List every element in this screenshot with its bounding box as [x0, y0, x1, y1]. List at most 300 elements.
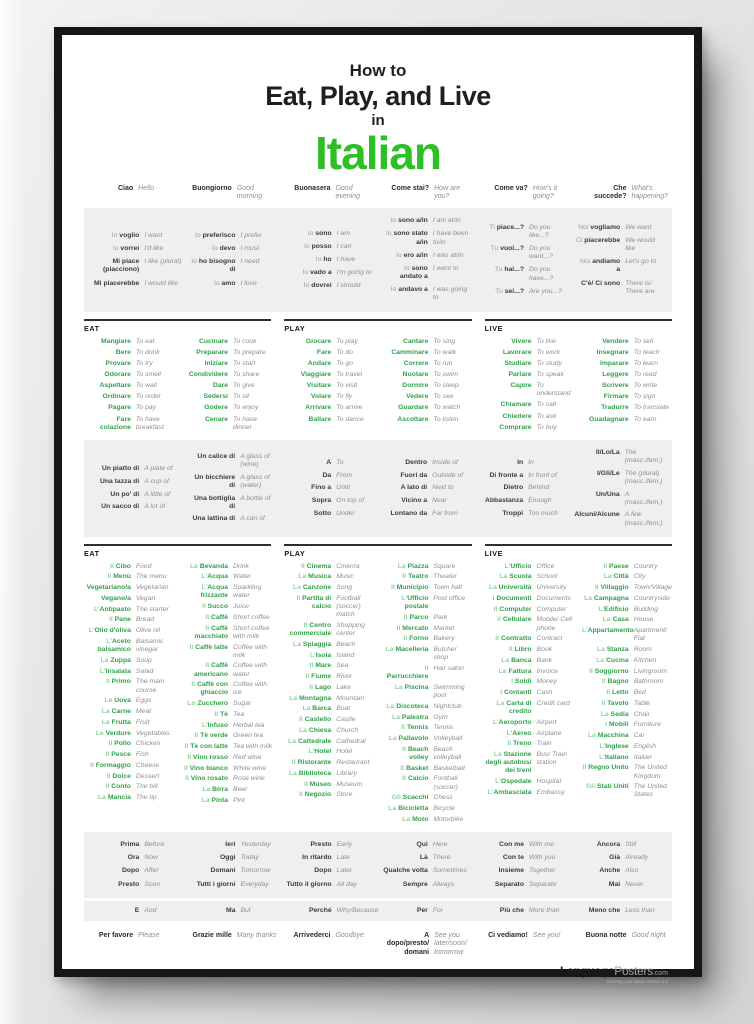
english-text: The (plural) (masc./fem.) [624, 469, 663, 485]
english-text: Embassy [536, 788, 565, 796]
italian-text: Guardare [398, 404, 429, 412]
phrase-pair [181, 404, 271, 412]
english-text: Restaurant [336, 759, 370, 767]
phrase-pair [190, 854, 277, 862]
phrase-pair [382, 185, 473, 202]
phrase-pair [582, 743, 672, 751]
italian-text: Leggere [602, 371, 629, 378]
english-text: We want [625, 223, 652, 231]
italian-text: Il Castello [299, 716, 332, 724]
phrase-pair [574, 449, 662, 465]
phrase-column [185, 932, 276, 957]
phrase-column [286, 906, 379, 915]
phrase-pair [94, 258, 181, 274]
phrase-pair [575, 258, 662, 274]
article-prefix: La [603, 573, 614, 581]
italian-text: La Sedia [600, 710, 629, 718]
english-text: To dance [336, 415, 364, 423]
section-label: PLAY [284, 319, 471, 333]
logo-wordmark [560, 962, 668, 980]
category-section-play [284, 544, 471, 824]
italian-text: Sempre [402, 880, 428, 888]
section-label: PLAY [284, 544, 471, 558]
italian-text: Una lattina di [192, 515, 236, 523]
english-text: Green tea [233, 732, 264, 740]
section-label: LIVE [485, 544, 672, 558]
phrase-pair [381, 714, 471, 722]
phrase-pair [485, 689, 575, 697]
phrase-pair [94, 907, 181, 915]
italian-text: Qui [416, 841, 428, 849]
italian-text: Buonasera [294, 184, 331, 192]
phrase-pair [84, 783, 174, 791]
italian-text: Ci vediamo! [488, 931, 528, 939]
english-text: To buy [536, 423, 557, 431]
italian-text: I Mobili [605, 721, 629, 729]
italian-text: La Palestra [392, 713, 429, 721]
english-text: The United States [633, 783, 667, 799]
italian-text: Sopra [311, 496, 332, 504]
phrase-pair [485, 360, 575, 368]
italian-text: La Stanza [596, 646, 629, 654]
english-text: To ask [536, 412, 557, 420]
english-text: Theater [433, 573, 457, 581]
english-text: Eggs [135, 697, 152, 705]
english-text: Behind [528, 484, 550, 492]
italian-text: Il Letto [606, 689, 629, 697]
phrase-pair [582, 721, 672, 729]
phrase-column [582, 338, 672, 432]
english-text: Butcher shop [433, 646, 457, 662]
phrase-pair [181, 681, 271, 697]
english-text: Airport [536, 718, 557, 726]
italian-text: Il Primo [105, 678, 131, 686]
article-prefix: Il [606, 689, 613, 697]
english-text: Late [336, 854, 350, 862]
english-text: To fly [336, 393, 353, 401]
phrase-column [190, 217, 277, 302]
phrase-pair [84, 573, 174, 581]
phrase-pair [84, 627, 174, 635]
article-prefix: Il [194, 732, 201, 740]
phrase-pair [485, 730, 575, 738]
english-text: A can of [240, 515, 265, 523]
phrase-pair [284, 781, 374, 789]
english-text: To play [336, 337, 358, 345]
quantifier-band [84, 440, 672, 537]
phrase-pair [579, 932, 670, 940]
italian-text: Tu hai...? [494, 266, 524, 274]
phrase-column [286, 449, 373, 528]
article-prefix: La [293, 584, 303, 592]
english-text: Park [433, 613, 448, 621]
english-text: In front of [528, 471, 557, 479]
article-prefix: Io [304, 242, 312, 250]
italian-text: Il Basket [400, 764, 429, 772]
phrase-column [94, 217, 181, 302]
article-prefix: Il [108, 616, 115, 624]
english-text: Near [432, 496, 447, 504]
italian-text: Ancora [596, 841, 621, 849]
italian-text: Fuori da [400, 471, 428, 479]
italian-text: Il Tennis [401, 724, 429, 732]
phrase-column [382, 932, 473, 957]
article-prefix: L' [309, 651, 316, 659]
phrase-pair [582, 732, 672, 740]
italian-text: Io andavo a [390, 286, 428, 294]
english-text: To have breakfast [135, 415, 164, 431]
italian-text: Il Tavolo [601, 699, 629, 707]
italian-text: La Bicicletta [388, 805, 429, 813]
italian-text: Provare [105, 359, 131, 367]
italian-text: Vendere [602, 337, 629, 345]
english-text: Bathroom [633, 678, 664, 686]
phrase-pair [286, 510, 373, 518]
article-prefix: Il [401, 724, 407, 732]
article-prefix: Il [603, 562, 610, 570]
italian-text: Il Mercato [396, 624, 429, 632]
article-prefix: La [289, 694, 300, 702]
english-text: Separate [528, 880, 557, 888]
phrase-pair [286, 230, 373, 238]
article-prefix: La [101, 718, 112, 726]
phrase-column [485, 563, 575, 800]
english-text: The starter [135, 605, 169, 613]
english-text: What's happening? [631, 184, 669, 200]
english-text: To pay [135, 404, 157, 412]
english-text: Chair [633, 710, 650, 718]
english-text: Coffee with water [233, 662, 268, 678]
phrase-pair [582, 371, 672, 379]
section-body [284, 563, 471, 824]
phrase-column [574, 449, 662, 528]
english-text: Everyday [240, 880, 269, 888]
phrase-pair [381, 595, 471, 611]
article-prefix: Il [396, 624, 403, 632]
english-text: White wine [233, 764, 267, 772]
italian-text: Come stai? [391, 184, 430, 192]
italian-text: Gli Scacchi [391, 794, 429, 802]
english-text: Island [336, 651, 355, 659]
phrase-pair [574, 470, 662, 486]
italian-text: Il Bagno [601, 678, 629, 686]
italian-text: Separato [494, 880, 524, 888]
italian-text: Che succede? [594, 184, 627, 200]
phrase-pair [84, 416, 174, 432]
section-body [485, 338, 672, 432]
article-prefix: La [596, 646, 607, 654]
phrase-pair [479, 245, 566, 261]
italian-text: Con me [499, 841, 524, 849]
article-prefix: La [397, 562, 408, 570]
article-prefix: Il [589, 667, 595, 675]
italian-text: E [134, 906, 140, 914]
phrase-pair [190, 867, 277, 875]
article-prefix: La [394, 683, 405, 691]
english-text: Sugar [233, 700, 252, 708]
italian-text: Parlare [508, 371, 532, 378]
article-prefix: L' [201, 721, 208, 729]
phrase-pair [478, 472, 565, 480]
category-section-play [284, 319, 471, 432]
article-prefix: L' [506, 729, 513, 737]
article-prefix: Il [299, 716, 305, 724]
english-text: To have dinner [233, 415, 257, 431]
article-prefix: Il [214, 710, 221, 718]
english-text: To give [233, 382, 255, 390]
article-prefix: Il [106, 772, 113, 780]
italian-text: L'Ospedale [495, 778, 532, 786]
english-text: Dessert [135, 772, 160, 780]
article-prefix: I [500, 689, 504, 697]
italian-text: Il Pesce [105, 751, 131, 758]
english-text: Square [433, 562, 456, 570]
italian-text: La Macelleria [385, 646, 429, 654]
phrase-pair [284, 770, 374, 778]
phrase-column [84, 338, 174, 432]
english-text: To read [633, 371, 657, 378]
english-text: Coffee with ice [233, 681, 268, 697]
italian-text: Un po' di [110, 490, 140, 498]
english-text: Cash [536, 689, 553, 697]
english-text: Post office [433, 594, 466, 602]
phrase-pair [181, 662, 271, 678]
english-text: To work [536, 348, 561, 356]
italian-text: Il Vino rosato [185, 775, 229, 783]
italian-text: Una tazza di [99, 477, 140, 485]
english-text: To try [135, 359, 153, 367]
english-text: To prepare [233, 348, 266, 356]
italian-text: Arrivare [305, 404, 332, 412]
english-text: Short coffee [233, 613, 270, 621]
phrase-pair [286, 881, 373, 889]
phrase-pair [286, 484, 373, 492]
article-prefix: Il [495, 635, 501, 643]
phrase-pair [582, 783, 672, 799]
italian-text: Noi andiamo a [580, 258, 621, 274]
italian-text: La Stazione degli autobus/ dei treni [485, 751, 532, 775]
phrase-pair [381, 665, 471, 681]
italian-text: Da [322, 471, 332, 479]
article-prefix: Il [402, 775, 408, 783]
italian-text: Pagare [108, 404, 131, 412]
english-text: Water [233, 573, 252, 581]
phrase-pair [284, 416, 374, 424]
english-text: Swimming pool [433, 683, 465, 700]
italian-text: L'Acqua [201, 573, 229, 581]
article-prefix: Il [601, 699, 608, 707]
section-body [84, 338, 271, 432]
phrase-pair [381, 724, 471, 732]
english-text: I must [240, 245, 259, 253]
english-text: I'm going to [336, 268, 372, 276]
english-text: For [432, 906, 444, 914]
phrase-pair [582, 700, 672, 708]
article-prefix: La [584, 594, 594, 602]
phrase-column [582, 563, 672, 800]
italian-text: Iniziare [204, 359, 229, 367]
italian-text: La Spiaggia [293, 640, 332, 648]
phrase-pair [582, 678, 672, 686]
italian-text: Ballare [308, 415, 332, 423]
english-text: Also [625, 867, 639, 875]
english-text: And [144, 906, 157, 914]
italian-text: La Musica [298, 573, 332, 581]
article-prefix: Il [205, 624, 212, 632]
english-text: To translate [633, 404, 669, 412]
phrase-pair [485, 401, 575, 409]
english-text: To live [536, 337, 556, 345]
category-section-eat [84, 319, 271, 432]
article-prefix: L' [93, 605, 100, 613]
article-prefix: Io [302, 268, 311, 276]
italian-text: Il Caffè macchiato [194, 624, 229, 640]
english-text: I was at/in [432, 251, 464, 259]
english-text: To teach [633, 348, 660, 356]
italian-text: Ciao [117, 184, 134, 192]
article-prefix: La [386, 702, 397, 710]
phrase-column [382, 217, 469, 302]
article-prefix: Il [303, 622, 310, 629]
phrase-pair [190, 907, 277, 915]
phrase-pair [582, 606, 672, 614]
phrase-pair [181, 625, 271, 641]
article-prefix: La [101, 708, 112, 715]
phrase-pair [284, 382, 374, 390]
italian-text: Il Tè verde [194, 732, 229, 740]
italian-text: Bere [115, 348, 131, 356]
english-text: Good morning [236, 184, 263, 200]
english-text: Church [336, 726, 359, 734]
italian-text: La Piazza [397, 562, 429, 570]
english-text: The United Kingdom [633, 764, 667, 780]
english-text: A plate of [144, 465, 173, 473]
article-prefix: La [602, 616, 613, 624]
phrase-pair [284, 371, 374, 379]
italian-text: Tu sei...? [495, 287, 524, 295]
english-text: Beach [336, 640, 356, 648]
italian-text: L'Infuso [201, 721, 229, 729]
phrase-pair [582, 764, 672, 780]
connectives-band [84, 901, 672, 921]
phrase-column [579, 185, 670, 202]
phrase-column [181, 563, 271, 805]
english-text: The tip [135, 794, 157, 801]
italian-text: Il Regno Unito [582, 764, 629, 772]
english-text: Far from [432, 509, 458, 517]
italian-text: La Campagna [584, 594, 629, 602]
poster-frame [54, 27, 702, 985]
phrase-pair [582, 360, 672, 368]
phrase-pair [485, 668, 575, 676]
english-text: Bus/ Train station [536, 751, 568, 767]
italian-text: Per [416, 906, 428, 914]
footer-phrases-row [86, 932, 670, 957]
italian-text: Chiedere [502, 412, 532, 420]
article-prefix: Io [404, 264, 412, 272]
phrase-pair [190, 474, 277, 490]
phrase-pair [284, 338, 374, 346]
phrase-pair [284, 662, 374, 670]
phrase-pair [86, 932, 177, 940]
phrase-pair [582, 573, 672, 581]
phrase-pair [84, 595, 174, 603]
english-text: Money [536, 678, 557, 686]
article-prefix: Il [90, 761, 96, 769]
phrase-pair [181, 775, 271, 783]
italian-text: Tutto il giorno [286, 880, 332, 888]
article-prefix: L' [598, 605, 605, 613]
english-text: A bottle of [240, 494, 271, 502]
english-text: Countryside [633, 594, 670, 602]
italian-text: Il Cibo [110, 562, 131, 570]
phrase-pair [485, 719, 575, 727]
italian-text: Tradurre [601, 404, 629, 412]
english-text: Later [336, 867, 353, 875]
phrase-pair [84, 616, 174, 624]
article-prefix: L' [495, 778, 501, 786]
italian-text: La Frutta [101, 718, 131, 726]
italian-text: La Carta di credito [496, 699, 532, 715]
english-text: Meat [135, 708, 151, 715]
italian-text: In [517, 458, 524, 466]
italian-text: L'Appartamento [581, 627, 634, 635]
phrase-pair [181, 786, 271, 794]
italian-text: Il Cellulare [497, 616, 532, 624]
article-prefix: I [511, 678, 515, 686]
italian-text: Buona notte [585, 931, 627, 939]
phrase-pair [181, 743, 271, 751]
english-text: Red wine [233, 753, 262, 761]
phrase-column [94, 841, 181, 889]
phrase-pair [84, 668, 174, 676]
italian-text: Il Mare [309, 662, 332, 670]
english-text: Invoice [536, 667, 559, 675]
phrase-pair [485, 751, 575, 775]
phrase-pair [485, 740, 575, 748]
article-prefix: Io [396, 251, 404, 259]
phrase-pair [284, 393, 374, 401]
phrase-column [94, 907, 181, 915]
phrase-pair [575, 881, 662, 889]
phrase-pair [284, 404, 374, 412]
phrase-pair [485, 584, 575, 592]
article-prefix: L' [599, 753, 605, 761]
article-prefix: Io [307, 229, 316, 237]
italian-text: La Chiesa [299, 726, 332, 734]
phrase-pair [284, 727, 374, 735]
phrase-pair [283, 932, 374, 940]
phrase-pair [284, 716, 374, 724]
phrase-column [575, 217, 662, 302]
phrase-pair [582, 668, 672, 676]
wall-highlight [0, 0, 26, 1024]
italian-text: Il Vino rosso [187, 753, 229, 761]
english-text: I like (plural) [144, 258, 182, 266]
italian-text: Il/Lo/La [595, 448, 620, 456]
italian-text: Prima [120, 841, 140, 849]
english-text: Sometimes [432, 867, 467, 875]
italian-text: Guadagnare [589, 415, 629, 423]
phrase-pair [94, 280, 181, 288]
phrase-pair [382, 510, 469, 518]
italian-text: Il Beach volley [402, 745, 429, 761]
english-text: Basketball [433, 764, 465, 772]
phrase-pair [575, 224, 662, 232]
italian-text: Volare [310, 393, 332, 401]
english-text: Livingroom [633, 667, 667, 675]
english-text: To wait [135, 382, 158, 390]
